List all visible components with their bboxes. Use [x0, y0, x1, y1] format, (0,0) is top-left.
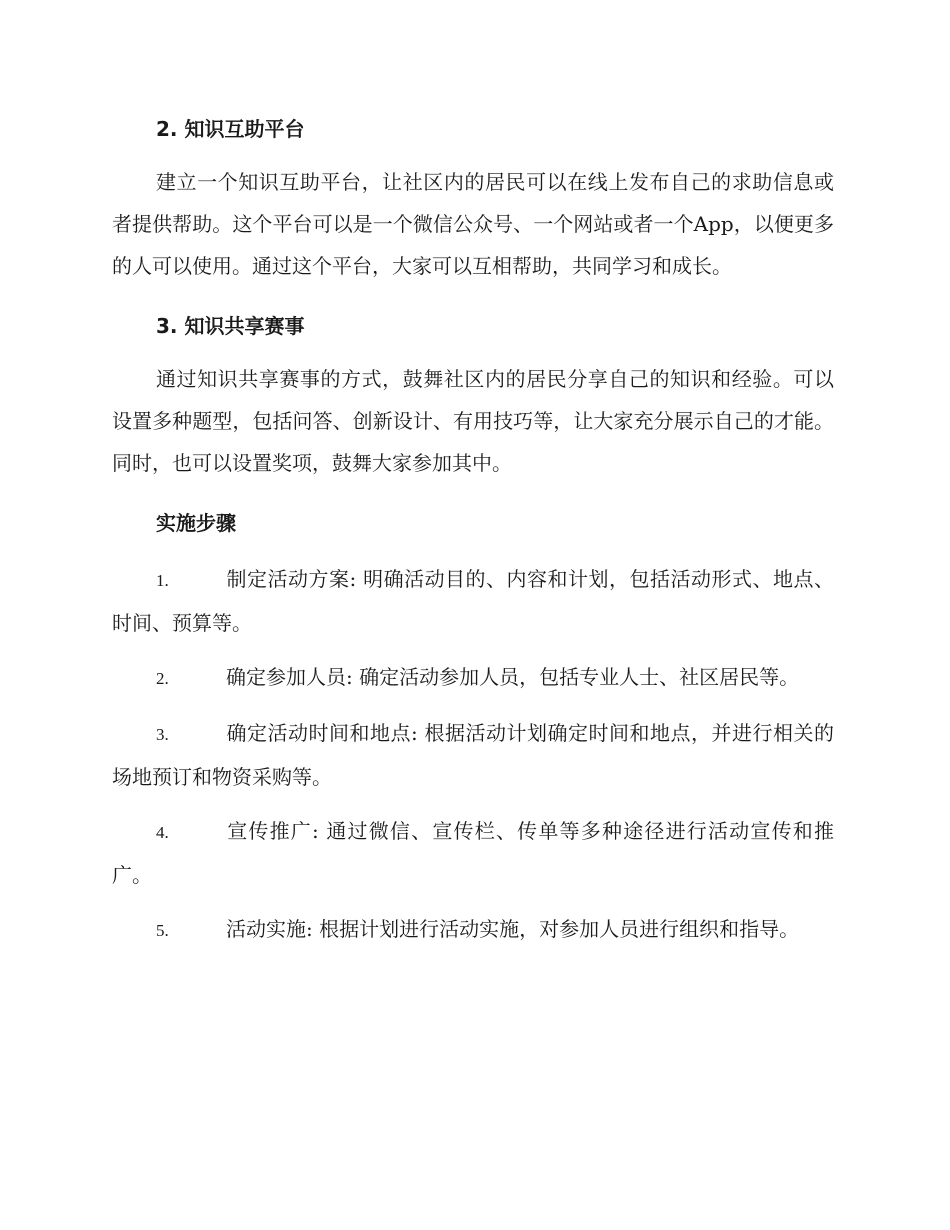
step-text: : 确定活动参加人员，包括专业人士、社区居民等。 [346, 665, 800, 689]
steps-list [112, 558, 834, 952]
step-text: : 根据活动计划确定时间和地点，并进行相关的场地预订和物资采购等。 [112, 721, 834, 789]
document-body [112, 110, 834, 964]
step-number: 3. [156, 725, 169, 744]
step-item [112, 656, 834, 700]
step-number: 1. [156, 571, 169, 590]
step-item [112, 558, 834, 644]
step-number: 4. [156, 823, 169, 842]
section-heading-knowledge-contest: 3. 知识共享赛事 [156, 314, 305, 338]
step-item [112, 810, 834, 896]
step-text: : 根据计划进行活动实施，对参加人员进行组织和指导。 [306, 917, 800, 941]
step-title: 宣传推广 [226, 819, 313, 843]
step-number: 2. [156, 669, 169, 688]
step-title: 确定参加人员 [226, 665, 346, 689]
step-number: 5. [156, 921, 169, 940]
step-item [112, 712, 834, 798]
step-title: 确定活动时间和地点 [226, 721, 411, 745]
step-text: : 明确活动目的、内容和计划，包括活动形式、地点、时间、预算等。 [112, 567, 834, 635]
section-heading-knowledge-platform: 2. 知识互助平台 [156, 117, 305, 141]
step-item [112, 908, 834, 952]
step-title: 制定活动方案 [226, 567, 350, 591]
step-text: : 通过微信、宣传栏、传单等多种途径进行活动宣传和推广。 [112, 819, 834, 887]
steps-heading: 实施步骤 [156, 511, 236, 535]
section-paragraph-knowledge-platform: 建立一个知识互助平台，让社区内的居民可以在线上发布自己的求助信息或者提供帮助。这个平台可以是一个微信公众号、一个网站或者一个App，以便更多的人可以使用。通过这个平台，大家可以互相帮助，共同学习和成长。 [112, 170, 834, 278]
step-title: 活动实施 [226, 917, 306, 941]
section-paragraph-knowledge-contest: 通过知识共享赛事的方式，鼓舞社区内的居民分享自己的知识和经验。可以设置多种题型，包括问答、创新设计、有用技巧等，让大家充分展示自己的才能。同时，也可以设置奖项，鼓舞大家参加其中。 [112, 367, 834, 475]
